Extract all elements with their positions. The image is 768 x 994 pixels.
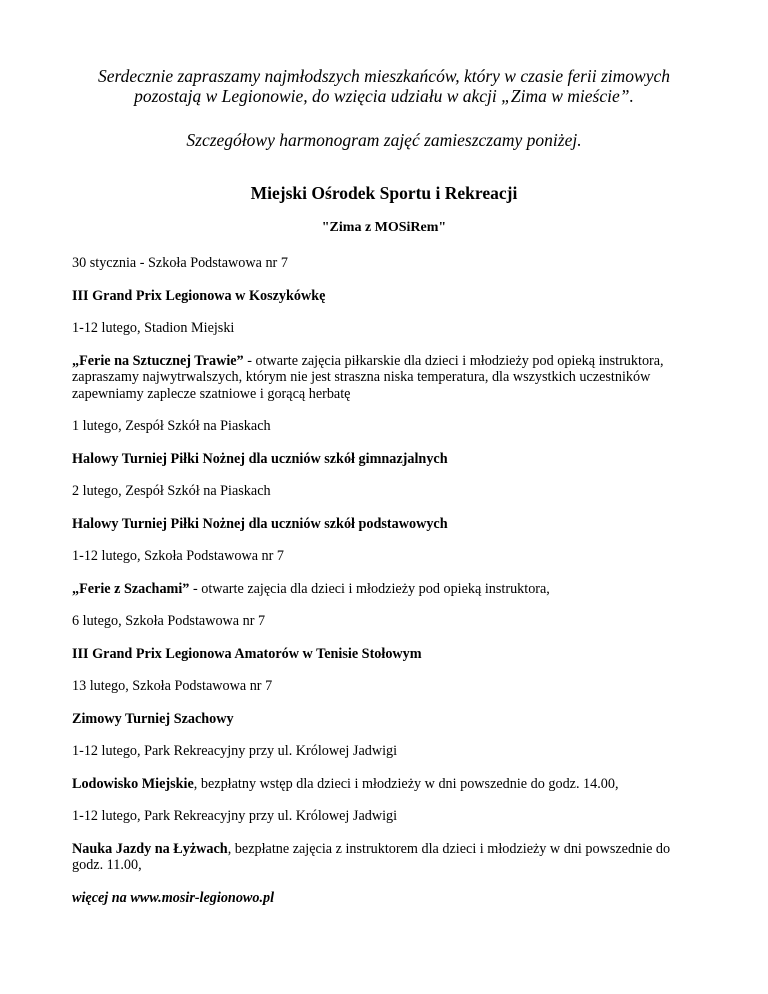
event-when-where: 6 lutego, Szkoła Podstawowa nr 7: [72, 613, 266, 629]
event-when-where: 2 lutego, Zespół Szkół na Piaskach: [72, 483, 271, 499]
event-when-where: 1-12 lutego, Park Rekreacyjny przy ul. Królowej Jadwigi: [72, 743, 398, 759]
event-title-paragraph: [72, 776, 696, 793]
events-list: [72, 255, 696, 906]
event-title: „Ferie z Szachami”: [72, 580, 190, 597]
event-title: Halowy Turniej Piłki Nożnej dla uczniów szkół podstawowych: [72, 515, 448, 532]
event-title: III Grand Prix Legionowa Amatorów w Tenisie Stołowym: [72, 645, 422, 662]
event-when-where: 13 lutego, Szkoła Podstawowa nr 7: [72, 678, 273, 694]
campaign-subtitle: "Zima z MOSiRem": [321, 220, 447, 235]
event-description: - otwarte zajęcia piłkarskie dla dzieci i młodzieży pod opieką instruktora, zapraszamy najwytrwalszych, którym nie jest straszna niska temperatura, dla wszystkich uczestników zapewniamy zaplecze szatniowe i gorącą herbatę: [72, 352, 664, 402]
event-title: Zimowy Turniej Szachowy: [72, 710, 234, 727]
event-title-paragraph: [72, 581, 696, 598]
event-title: III Grand Prix Legionowa w Koszykówkę: [72, 287, 326, 304]
event-title: Lodowisko Miejskie: [72, 775, 194, 792]
intro-paragraph: [72, 0, 696, 106]
organizer-title: Miejski Ośrodek Sportu i Rekreacji: [250, 183, 518, 203]
event-title-paragraph: [72, 353, 696, 403]
event-description: , bezpłatny wstęp dla dzieci i młodzieży w dni powszednie do godz. 14.00,: [193, 775, 619, 792]
more-info-link[interactable]: więcej na www.mosir-legionowo.pl: [72, 889, 275, 906]
event-when-where: 30 stycznia - Szkoła Podstawowa nr 7: [72, 255, 288, 271]
event-description: , bezpłatne zajęcia z instruktorem dla dzieci i młodzieży w dni powszednie do godz. 11.00,: [72, 840, 671, 873]
event-title: Halowy Turniej Piłki Nożnej dla uczniów szkół gimnazjalnych: [72, 450, 448, 467]
intro-line-2: pozostają w Legionowie, do wzięcia udziału w akcji „Zima w mieście”.: [134, 86, 634, 106]
schedule-note: Szczegółowy harmonogram zajęć zamieszczamy poniżej.: [186, 130, 582, 150]
event-when-where: 1 lutego, Zespół Szkół na Piaskach: [72, 418, 271, 434]
intro-line-1: Serdecznie zapraszamy najmłodszych mieszkańców, który w czasie ferii zimowych: [97, 66, 671, 86]
event-title-paragraph: [72, 288, 696, 305]
event-when-where: 1-12 lutego, Szkoła Podstawowa nr 7: [72, 548, 284, 564]
event-title-paragraph: [72, 646, 696, 663]
event-when-where: 1-12 lutego, Park Rekreacyjny przy ul. Królowej Jadwigi: [72, 808, 398, 824]
event-title-paragraph: [72, 451, 696, 468]
event-title: „Ferie na Sztucznej Trawie”: [72, 352, 244, 369]
event-title-paragraph: [72, 516, 696, 533]
event-title-paragraph: [72, 711, 696, 728]
event-title: Nauka Jazdy na Łyżwach: [72, 840, 228, 857]
event-when-where: 1-12 lutego, Stadion Miejski: [72, 320, 235, 336]
event-description: - otwarte zajęcia dla dzieci i młodzieży pod opieką instruktora,: [189, 580, 550, 597]
event-title-paragraph: [72, 841, 696, 874]
